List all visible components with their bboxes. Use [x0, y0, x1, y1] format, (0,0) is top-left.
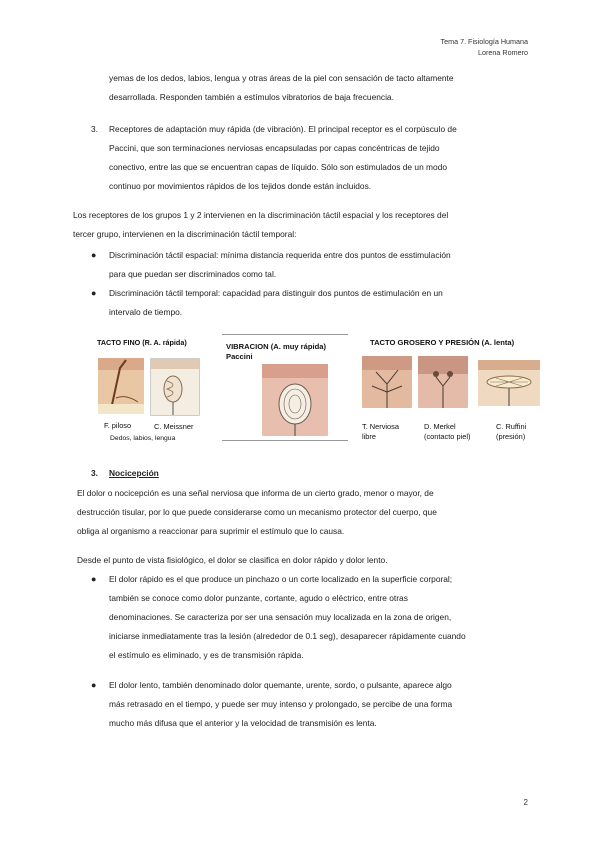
caption-merkel-1: D. Merkel — [424, 422, 456, 431]
merkel-drawing — [418, 356, 468, 408]
bullet-spatial — [109, 246, 527, 284]
text-line: más retrasado en el tiempo, y puede ser muy intenso y prolongado, se percibe de una forma — [109, 699, 453, 709]
text-line: Discriminación táctil espacial: mínima distancia requerida entre dos puntos de esstimulación — [109, 250, 451, 260]
caption-ruffini-1: C. Ruffini — [496, 422, 527, 431]
header-author: Lorena Romero — [478, 48, 528, 57]
bullet-dolor-rapido — [109, 570, 527, 665]
figure-title-grosero: TACTO GROSERO Y PRESIÓN (A. lenta) — [370, 338, 515, 347]
bullet-glyph: ● — [91, 250, 97, 260]
text-line: desarrollada. Responden también a estímulos vibratorios de baja frecuencia. — [109, 92, 394, 102]
text-line: iniciarse inmediatamente tras la lesión (alrededor de 0.1 seg), desaparecer rápidamente cuando — [109, 631, 466, 641]
text-line: yemas de los dedos, labios, lengua y otras áreas de la piel con sensación de tacto altamente — [109, 73, 454, 83]
ruffini-drawing — [478, 360, 540, 406]
free-nerve-drawing — [362, 356, 412, 408]
receptors-figure — [94, 330, 544, 446]
page-header — [441, 36, 529, 58]
page-number: 2 — [523, 798, 528, 807]
hair-follicle-image — [98, 358, 144, 414]
bullet-glyph: ● — [91, 288, 97, 298]
groups-paragraph — [73, 206, 527, 244]
caption-nerve-2: libre — [362, 432, 376, 441]
text-line: denominaciones. Se caracteriza por ser una sensación muy localizada en la zona de origen, — [109, 612, 452, 622]
text-line: Discriminación táctil temporal: capacidad para distinguir dos puntos de estimulación en un — [109, 288, 443, 298]
text-line: el estímulo es eliminado, y es de transmisión rápida. — [109, 650, 304, 660]
figure-title-fino: TACTO FINO (R. A. rápida) — [97, 338, 187, 347]
text-line: continuo por movimientos rápidos de los tejidos donde están incluidos. — [109, 181, 372, 191]
section-title-text: Nocicepción — [109, 468, 159, 478]
text-line: El dolor lento, también denominado dolor quemante, urente, sordo, o pulsante, aparece algo — [109, 680, 452, 690]
meissner-image — [150, 358, 200, 416]
text-line: para que puedan ser discriminados como tal. — [109, 269, 277, 279]
list-number: 3. — [91, 124, 98, 134]
paccini-image — [262, 364, 328, 436]
ruffini-image — [478, 360, 540, 406]
text-line: Paccini, que son terminaciones nerviosas encapsuladas por capas concéntricas de tejido — [109, 143, 440, 153]
free-nerve-image — [362, 356, 412, 408]
intro-continuation — [109, 69, 527, 107]
bullet-glyph: ● — [91, 574, 97, 584]
section-number: 3. — [91, 468, 98, 478]
text-line: intervalo de tiempo. — [109, 307, 183, 317]
item-paccini — [109, 120, 527, 196]
text-line: Los receptores de los grupos 1 y 2 intervienen en la discriminación táctil espacial y los receptores del — [73, 210, 449, 220]
text-line: El dolor o nocicepción es una señal nerviosa que informa de un cierto grado, menor o mayor, de — [77, 488, 434, 498]
paccini-drawing — [262, 364, 328, 436]
caption-nerve-1: T. Nerviosa — [362, 422, 399, 431]
caption-ruffini-2: (presión) — [496, 432, 526, 441]
text-line: tercer grupo, intervienen en la discriminación táctil temporal: — [73, 229, 297, 239]
dolor-paragraph — [77, 484, 527, 541]
text-line: también se conoce como dolor punzante, cortante, agudo o eléctrico, entre otras — [109, 593, 408, 603]
bullet-temporal — [109, 284, 527, 322]
caption-merkel-2: (contacto piel) — [424, 432, 471, 441]
text-line: destrucción tisular, por lo que puede considerarse como un mecanismo protector del cuerpo, que — [77, 507, 437, 517]
hair-follicle-drawing — [98, 358, 144, 414]
text-line: mucho más difusa que el anterior y la velocidad de transmisión es lenta. — [109, 718, 377, 728]
fisio-paragraph: Desde el punto de vista fisiológico, el dolor se clasifica en dolor rápido y dolor lento. — [77, 555, 388, 565]
header-course: Tema 7. Fisiología Humana — [440, 37, 528, 46]
caption-dedos: Dedos, labios, lengua — [110, 435, 176, 442]
text-line: El dolor rápido es el que produce un pinchazo o un corte localizado en la superficie corporal; — [109, 574, 453, 584]
text-line: obliga al organismo a reaccionar para suprimir el estímulo que lo causa. — [77, 526, 345, 536]
divider-top — [222, 334, 348, 335]
caption-meissner: C. Meissner — [154, 422, 194, 431]
section-title — [109, 464, 159, 483]
figure-title-paccini: Paccini — [226, 352, 253, 361]
divider-bottom — [222, 440, 348, 441]
merkel-image — [418, 356, 468, 408]
bullet-glyph: ● — [91, 680, 97, 690]
text-line: conectivo, entre las que se encuentran capas de líquido. Sólo son estimulados de un modo — [109, 162, 448, 172]
text-line: Receptores de adaptación muy rápida (de vibración). El principal receptor es el corpúsculo de — [109, 124, 457, 134]
figure-title-vibration: VIBRACION (A. muy rápida) — [226, 342, 326, 351]
meissner-drawing — [151, 359, 199, 415]
caption-piloso: F. piloso — [104, 421, 132, 430]
bullet-dolor-lento — [109, 676, 527, 733]
